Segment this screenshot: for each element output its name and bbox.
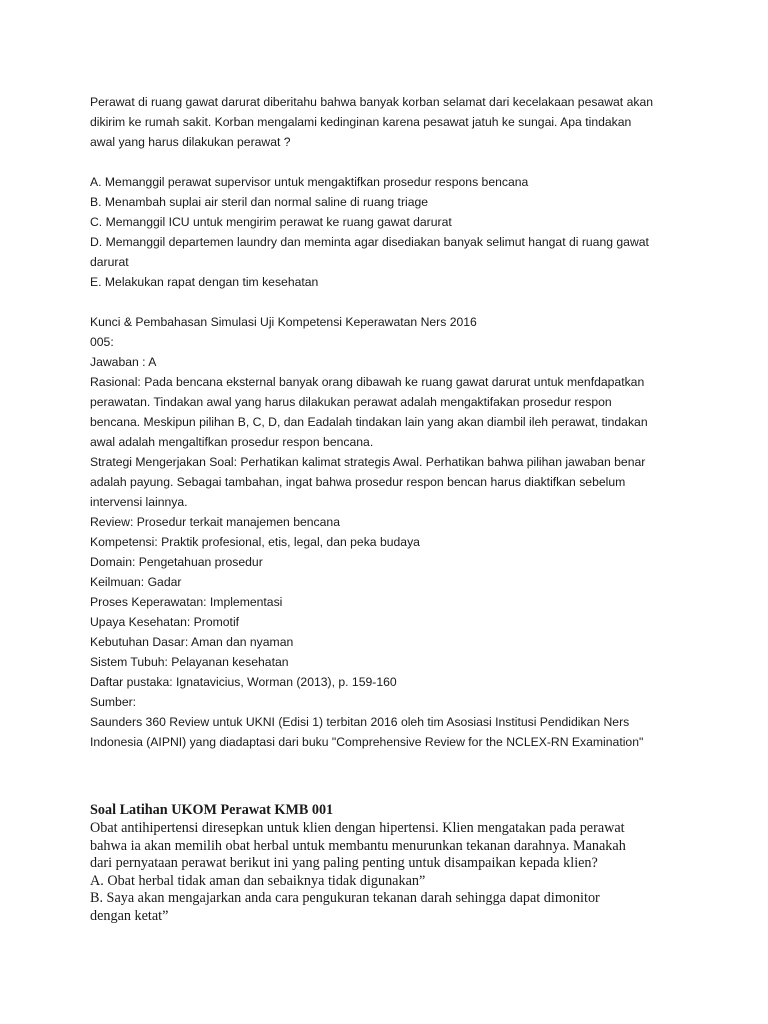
body-system-line: Sistem Tubuh: Pelayanan kesehatan bbox=[90, 655, 289, 669]
bibliography-line: Daftar pustaka: Ignatavicius, Worman (2013), p. 159-160 bbox=[90, 675, 397, 689]
answer-key: Jawaban : A bbox=[90, 355, 157, 369]
basic-need-line: Kebutuhan Dasar: Aman dan nyaman bbox=[90, 635, 294, 649]
second-question-line: Obat antihipertensi diresepkan untuk klien dengan hipertensi. Klien mengatakan pada perawat bbox=[90, 820, 625, 836]
health-effort-line: Upaya Kesehatan: Promotif bbox=[90, 615, 240, 629]
option-e: E. Melakukan rapat dengan tim kesehatan bbox=[90, 275, 319, 289]
review-line: Review: Prosedur terkait manajemen bencana bbox=[90, 515, 340, 529]
second-question-line: dari pernyataan perawat berikut ini yang paling penting untuk disampaikan kepada klien? bbox=[90, 855, 598, 871]
rationale-line: awal adalah mengaltifkan prosedur respon bencana. bbox=[90, 435, 374, 449]
question-line: dikirim ke rumah sakit. Korban mengalami kedinginan karena pesawat jatuh ke sungai. Apa tindakan bbox=[90, 115, 632, 129]
option-c: C. Memanggil ICU untuk mengirim perawat ke ruang gawat darurat bbox=[90, 215, 452, 229]
option-b: B. Menambah suplai air steril dan normal saline di ruang triage bbox=[90, 195, 429, 209]
source-line: Indonesia (AIPNI) yang diadaptasi dari buku "Comprehensive Review for the NCLEX-RN Examination" bbox=[90, 735, 644, 749]
rationale-line: Rasional: Pada bencana eksternal banyak orang dibawah ke ruang gawat darurat untuk menfdapatkan bbox=[90, 375, 645, 389]
question-line: awal yang harus dilakukan perawat ? bbox=[90, 135, 291, 149]
second-option-b: B. Saya akan mengajarkan anda cara pengukuran tekanan darah sehingga dapat dimonitor bbox=[90, 890, 600, 906]
second-option-a: A. Obat herbal tidak aman dan sebaiknya tidak digunakan” bbox=[90, 872, 426, 889]
source-line: Saunders 360 Review untuk UKNI (Edisi 1) terbitan 2016 oleh tim Asosiasi Institusi Pendidikan Ners bbox=[90, 715, 630, 729]
answer-explanation bbox=[90, 312, 690, 752]
strategy-line: adalah payung. Sebagai tambahan, ingat bahwa prosedur respon bencan harus diaktifkan sebelum bbox=[90, 475, 626, 489]
discipline-line: Keilmuan: Gadar bbox=[90, 575, 182, 589]
option-a: A. Memanggil perawat supervisor untuk mengaktifkan prosedur respons bencana bbox=[90, 175, 529, 189]
question-line: Perawat di ruang gawat darurat diberitahu bahwa banyak korban selamat dari kecelakaan pesawat akan bbox=[90, 95, 654, 109]
second-question-title: Soal Latihan UKOM Perawat KMB 001 bbox=[90, 802, 334, 818]
answer-options bbox=[90, 172, 690, 292]
nursing-process-line: Proses Keperawatan: Implementasi bbox=[90, 595, 283, 609]
question-number: 005: bbox=[90, 335, 114, 349]
second-question-line: bahwa ia akan memilih obat herbal untuk membantu menurunkan tekanan darahnya. Manakah bbox=[90, 837, 626, 854]
option-d: D. Memanggil departemen laundry dan meminta agar disediakan banyak selimut hangat di ruang gawat bbox=[90, 235, 649, 249]
competency-line: Kompetensi: Praktik profesional, etis, legal, dan peka budaya bbox=[90, 535, 420, 549]
option-d-continued: darurat bbox=[90, 255, 129, 269]
explanation-heading: Kunci & Pembahasan Simulasi Uji Kompetensi Keperawatan Ners 2016 bbox=[90, 315, 477, 329]
domain-line: Domain: Pengetahuan prosedur bbox=[90, 555, 263, 569]
second-question bbox=[90, 801, 690, 925]
rationale-line: perawatan. Tindakan awal yang harus dilakukan perawat adalah mengaktifakan prosedur respon bbox=[90, 395, 612, 409]
question-paragraph bbox=[90, 92, 690, 152]
strategy-line: intervensi lainnya. bbox=[90, 495, 188, 509]
strategy-line: Strategi Mengerjakan Soal: Perhatikan kalimat strategis Awal. Perhatikan bahwa pilihan jawaban benar bbox=[90, 455, 646, 469]
rationale-line: bencana. Meskipun pilihan B, C, D, dan Eadalah tindakan lain yang akan diambil ileh perawat, tindakan bbox=[90, 415, 648, 429]
source-label: Sumber: bbox=[90, 695, 137, 709]
second-option-b-continued: dengan ketat” bbox=[90, 907, 169, 924]
